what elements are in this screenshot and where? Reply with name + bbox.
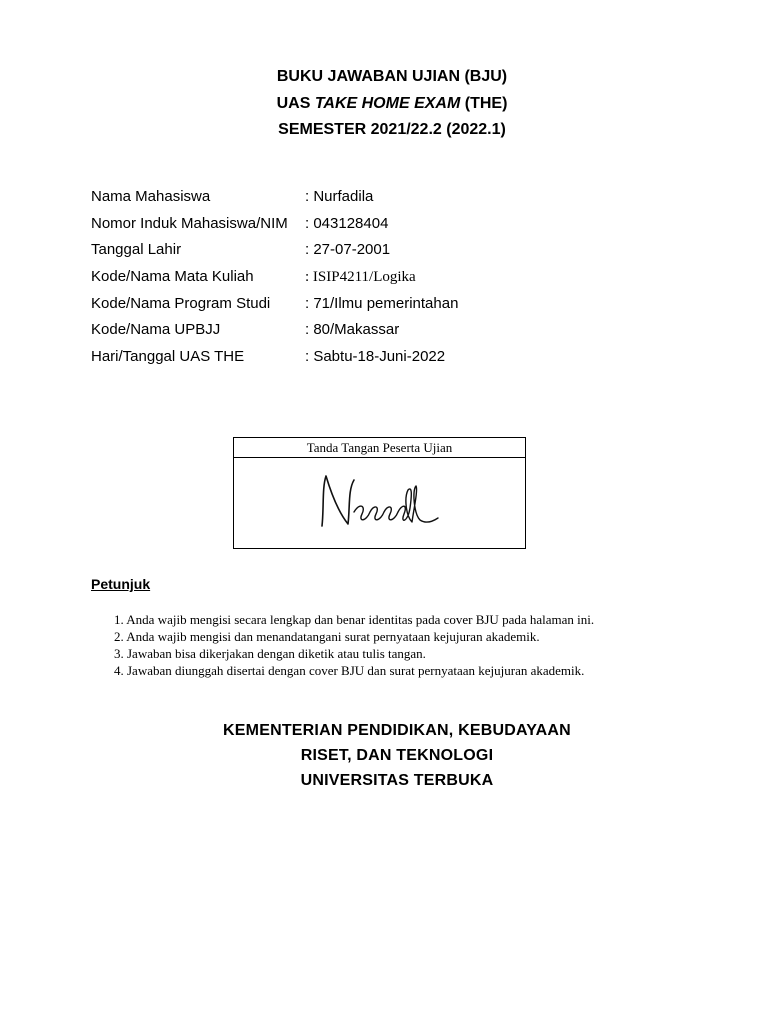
footer-university: UNIVERSITAS TERBUKA — [300, 772, 494, 789]
identity-value: : 71/Ilmu pemerintahan — [305, 294, 459, 312]
instructions-title: Petunjuk — [91, 576, 151, 592]
header-semester: SEMESTER 2021/22.2 (2022.1) — [278, 121, 506, 138]
instruction-item: 3. Jawaban bisa dikerjakan dengan diketik atau tulis tangan. — [114, 646, 426, 661]
header-exam-type — [0, 91, 768, 118]
footer-ministry-cont: RISET, DAN TEKNOLOGI — [300, 747, 494, 764]
signature-box-title: Tanda Tangan Peserta Ujian — [234, 438, 525, 458]
header-title: BUKU JAWABAN UJIAN (BJU) — [276, 68, 508, 85]
identity-label: Kode/Nama Program Studi — [91, 294, 271, 312]
instruction-item: 1. Anda wajib mengisi secara lengkap dan benar identitas pada cover BJU pada halaman ini. — [114, 612, 595, 627]
identity-value: : 27-07-2001 — [305, 241, 391, 259]
identity-value: : Nurfadila — [305, 188, 374, 205]
identity-label: Hari/Tanggal UAS THE — [91, 348, 245, 366]
instruction-item: 4. Jawaban diunggah disertai dengan cover BJU dan surat pernyataan kejujuran akademik. — [114, 663, 585, 678]
document-header — [0, 64, 768, 144]
header-exam-prefix: UAS — [276, 94, 315, 112]
identity-label: Kode/Nama Mata Kuliah — [91, 268, 254, 286]
instruction-item: 2. Anda wajib mengisi dan menandatangani surat pernyataan kejujuran akademik. — [114, 629, 540, 644]
signature-box — [233, 437, 526, 549]
identity-label: Kode/Nama UPBJJ — [91, 321, 221, 339]
header-exam-italic: TAKE HOME EXAM — [314, 94, 461, 112]
identity-value: : 043128404 — [305, 214, 389, 232]
handwritten-signature — [314, 468, 444, 538]
identity-label: Nomor Induk Mahasiswa/NIM — [91, 214, 288, 232]
institution-footer — [0, 718, 768, 793]
header-exam-suffix: (THE) — [460, 94, 508, 112]
instructions-list — [114, 611, 594, 679]
identity-label: Nama Mahasiswa — [91, 188, 211, 205]
identity-label: Tanggal Lahir — [91, 241, 182, 259]
identity-value: : Sabtu-18-Juni-2022 — [305, 348, 446, 366]
identity-value: : 80/Makassar — [305, 321, 400, 339]
footer-ministry: KEMENTERIAN PENDIDIKAN, KEBUDAYAAN — [223, 722, 571, 739]
identity-value: : ISIP4211/Logika — [305, 269, 416, 286]
